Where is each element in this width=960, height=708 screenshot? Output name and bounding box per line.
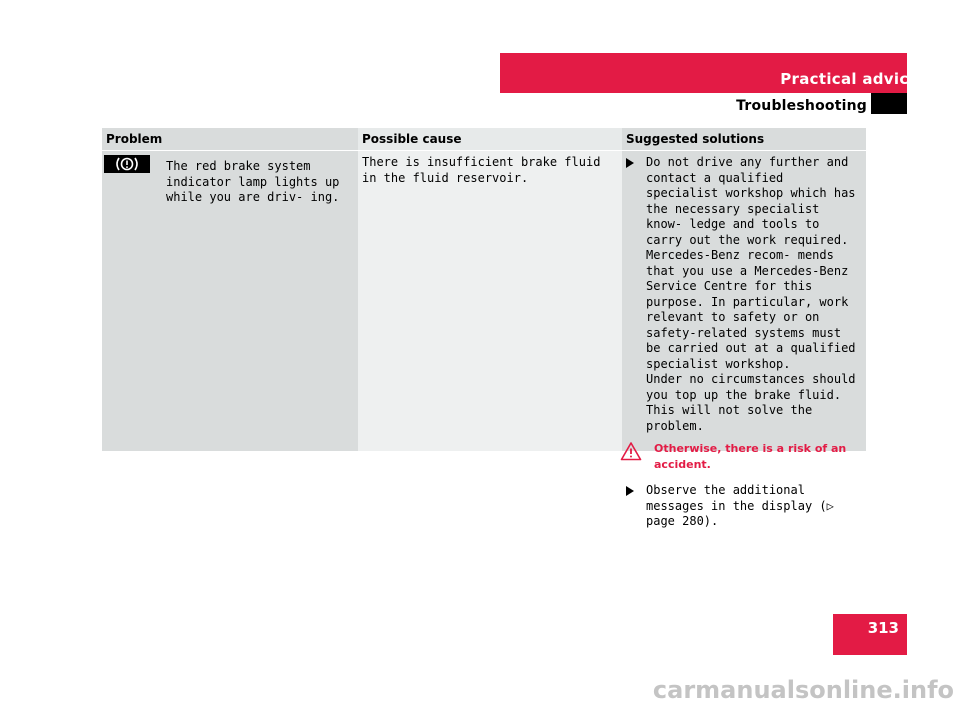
column-header-cause: Possible cause: [358, 128, 622, 150]
bullet-arrow-icon: [626, 486, 634, 496]
header-marker: [871, 93, 907, 114]
solution-text: Do not drive any further and contact a qualified specialist workshop which has the necessary specialist know- ledge and tools to carry out the work required. Mercedes-Benz recom- mends that you use a Mercedes-Benz Service Centre for this purpose. In particular, work relevant to safety or on safety-related systems must be carried out at a qualified specialist workshop.: [646, 155, 856, 371]
warning-triangle-icon: [620, 441, 642, 461]
column-header-solutions: Suggested solutions: [622, 128, 866, 150]
section-title: Practical advice: [780, 70, 919, 88]
solutions-cell: [622, 151, 866, 528]
solution-text: Observe the additional messages in the display (▷ page 280).: [646, 483, 834, 528]
watermark: carmanualsonline.info: [652, 676, 954, 704]
warning-text: Otherwise, there is a risk of an accident.: [654, 442, 847, 471]
troubleshooting-table: [102, 128, 866, 528]
cause-cell: [358, 151, 622, 451]
subsection-title: Troubleshooting: [736, 98, 867, 114]
table-header: [102, 128, 866, 150]
warning-box: [622, 441, 860, 473]
page-number: 313: [867, 619, 899, 637]
solution-note: Under no circumstances should you top up the brake fluid. This will not solve the problem.: [646, 372, 856, 433]
bullet-arrow-icon: [626, 158, 634, 168]
problem-cell: [102, 151, 358, 451]
column-header-problem: Problem: [102, 128, 358, 150]
problem-text: The red brake system indicator lamp lights up while you are driv- ing.: [166, 159, 340, 204]
brake-warning-icon: [104, 155, 150, 173]
solution-item: [622, 155, 860, 434]
table-row: [102, 151, 866, 528]
cause-text: There is insufficient brake fluid in the fluid reservoir.: [362, 155, 601, 185]
solution-item: [622, 483, 860, 530]
